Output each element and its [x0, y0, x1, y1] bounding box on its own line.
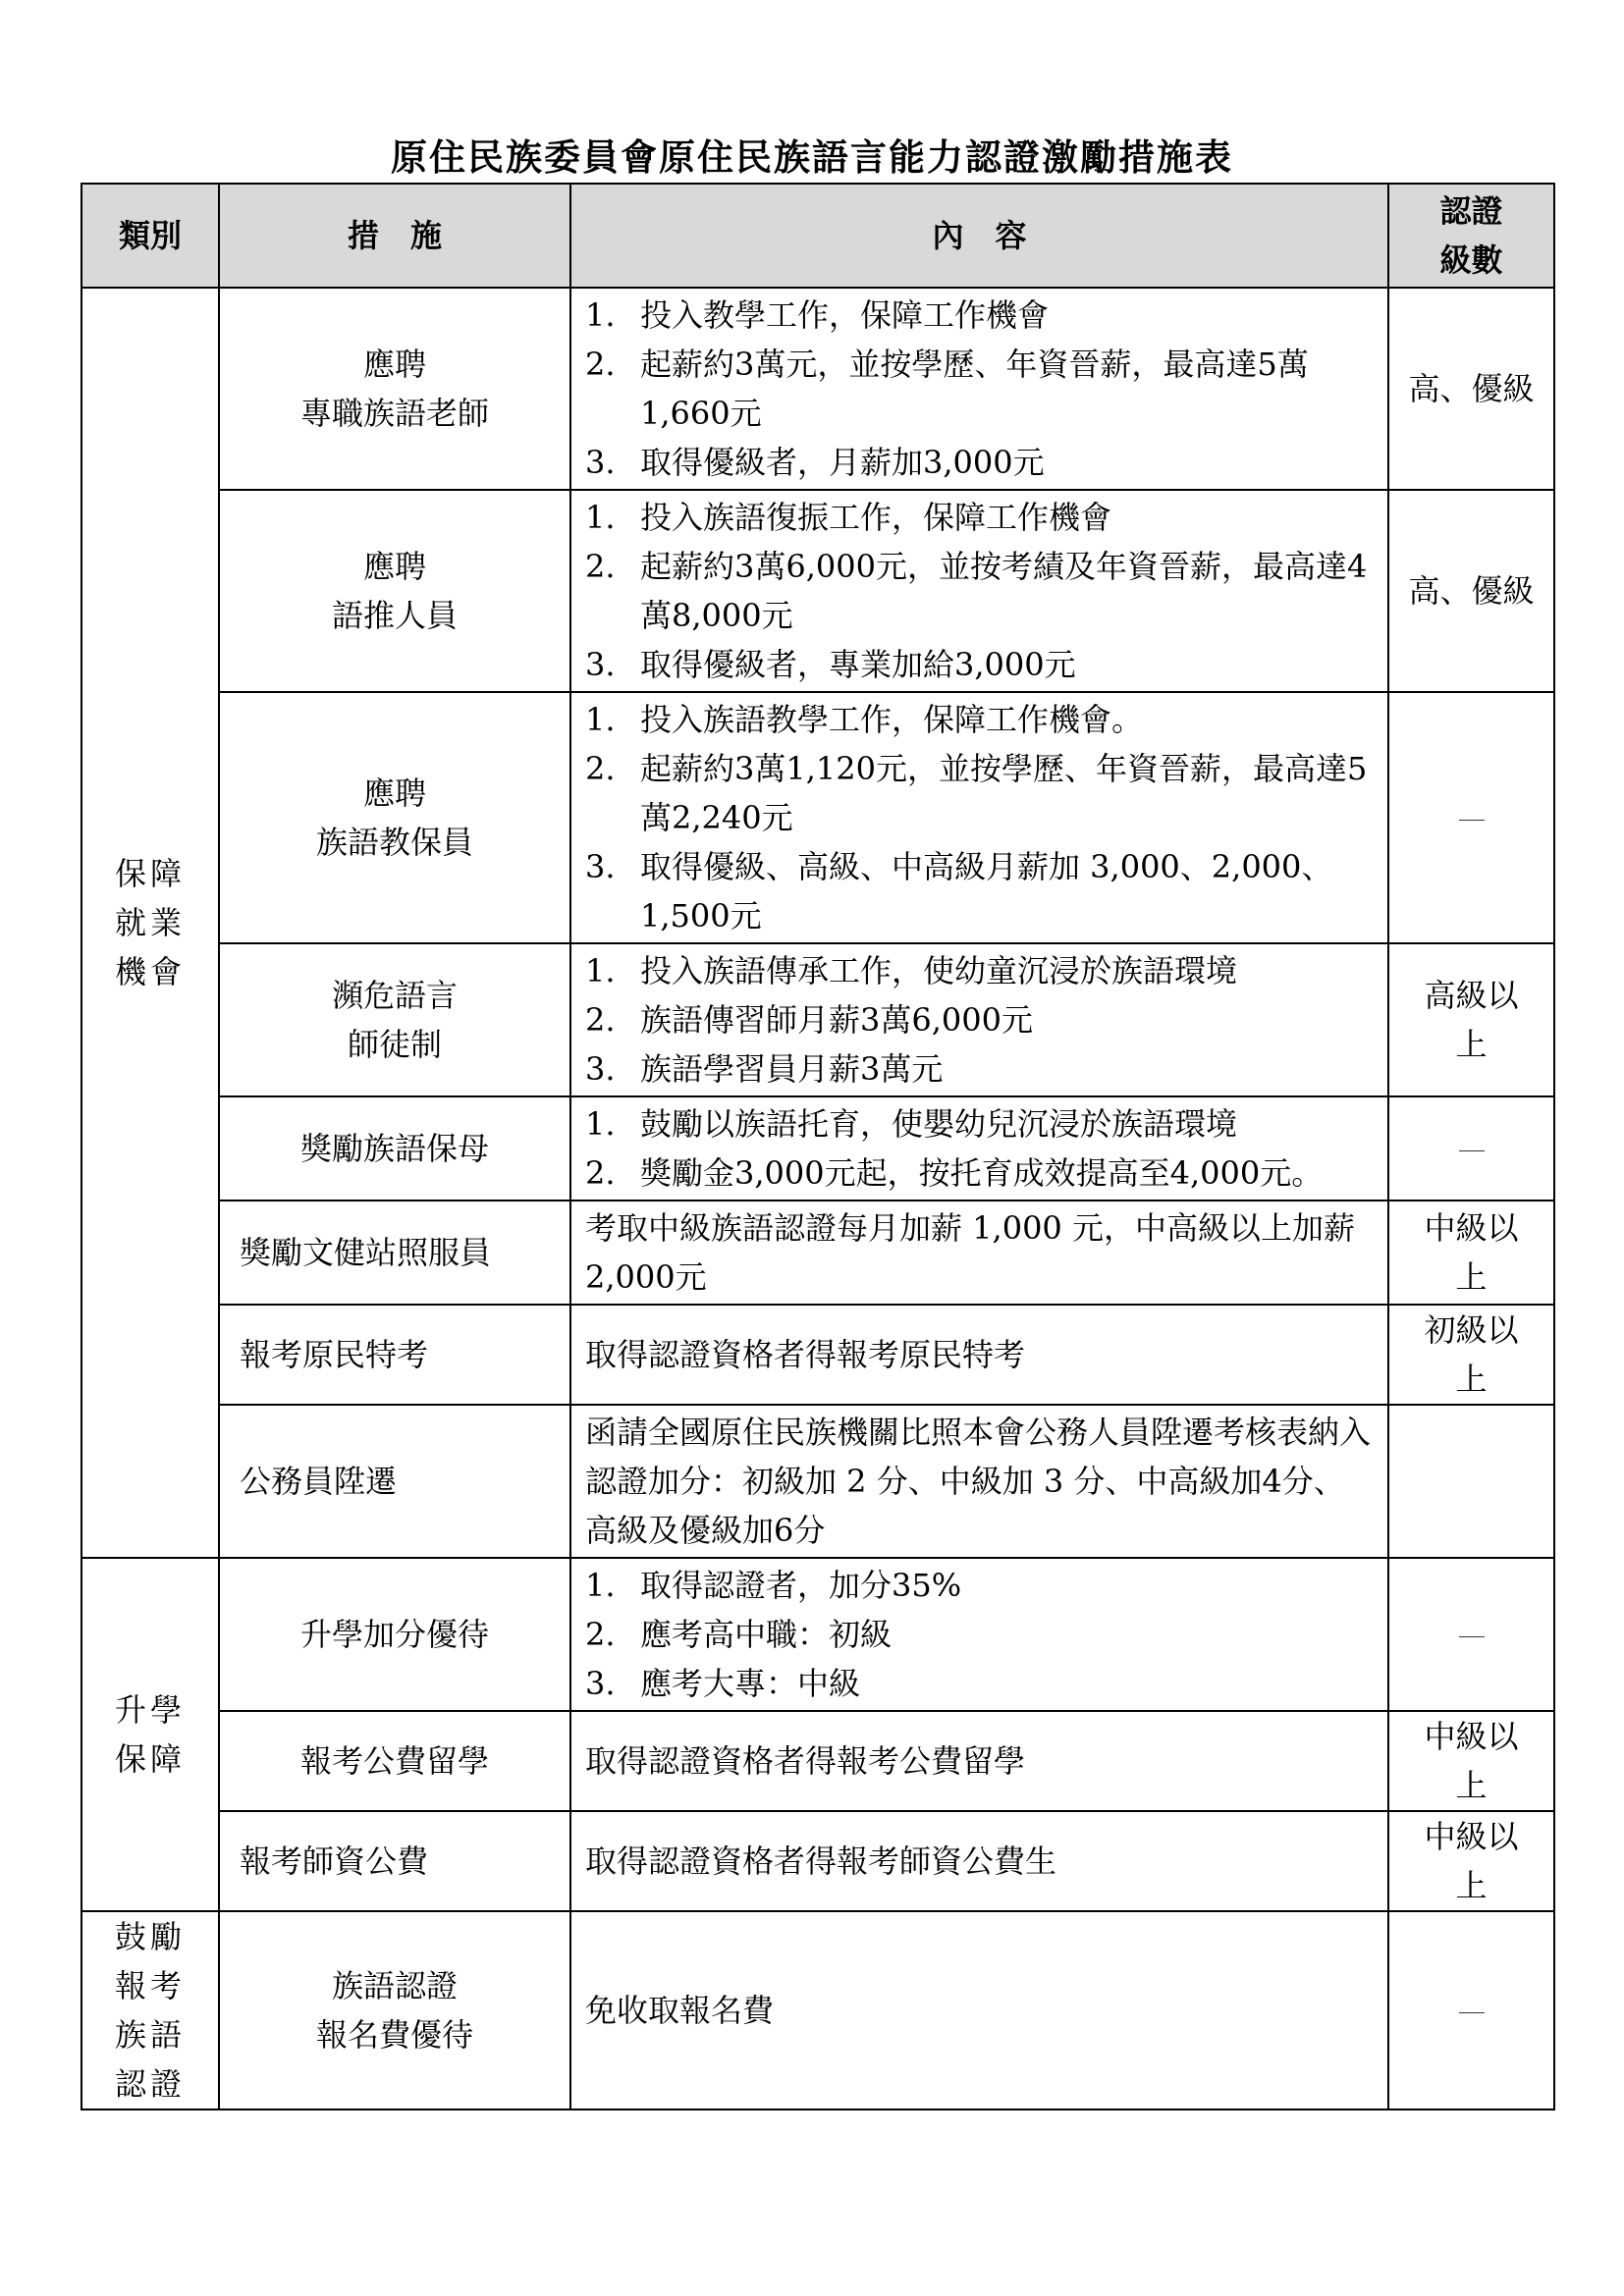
level-cell [1388, 1201, 1554, 1305]
item-number: 3. [585, 646, 616, 683]
measure-label: 專職族語老師 [299, 395, 489, 432]
category-label: 保障 [114, 1740, 186, 1778]
item-text: 取得優級者，月薪加3,000元 [640, 444, 1045, 481]
content-text: 函請全國原住民族機關比照本會公務人員陞遷考核表納入認證加分：初級加 2 分、中級加 3 分、中高級加4分、高級及優級加6分 [585, 1414, 1372, 1549]
measure-label: 獎勵族語保母 [299, 1130, 489, 1167]
header-content: 內 容 [570, 184, 1388, 288]
measure-cell [219, 1305, 570, 1405]
table-row [81, 1558, 1554, 1711]
item-number: 1. [585, 499, 616, 536]
measure-label: 語推人員 [331, 597, 458, 634]
item-text: 應考高中職：初級 [640, 1616, 893, 1653]
content-cell [570, 1201, 1388, 1305]
list-item [585, 946, 1374, 995]
table-row [81, 1096, 1554, 1201]
measure-label: 報名費優待 [315, 2016, 473, 2054]
list-item [585, 1044, 1374, 1094]
table-row [81, 1405, 1554, 1558]
item-number: 2. [585, 750, 616, 787]
list-item [585, 1148, 1374, 1198]
item-number: 2. [585, 548, 616, 585]
item-text: 鼓勵以族語托育，使嬰幼兒沉浸於族語環境 [640, 1105, 1238, 1143]
measure-label: 報考公費留學 [299, 1742, 489, 1780]
measure-label: 報考原民特考 [240, 1336, 429, 1373]
list-item [585, 542, 1374, 640]
item-number: 2. [585, 1154, 616, 1192]
item-text: 取得認證者，加分35% [640, 1567, 962, 1604]
level-cell [1388, 1405, 1554, 1558]
dash-mark [1459, 1150, 1485, 1151]
dash-mark [1459, 820, 1485, 821]
content-cell [570, 1405, 1388, 1558]
item-number: 1. [585, 1105, 616, 1143]
list-item [585, 842, 1374, 940]
item-text: 起薪約3萬6,000元，並按考績及年資晉薪，最高達4萬8,000元 [640, 548, 1368, 634]
content-list [585, 946, 1374, 1094]
content-cell [570, 1711, 1388, 1811]
content-cell [570, 1096, 1388, 1201]
measure-cell [219, 1558, 570, 1711]
item-text: 投入教學工作，保障工作機會 [640, 296, 1050, 334]
measure-cell [219, 692, 570, 943]
level-label: 初級以 [1424, 1311, 1519, 1349]
header-level-line: 認證 [1439, 192, 1503, 230]
table-row [81, 288, 1554, 490]
table-row [81, 1811, 1554, 1911]
measure-cell [219, 1096, 570, 1201]
level-cell [1388, 1811, 1554, 1911]
list-item [585, 1659, 1374, 1708]
measure-cell [219, 1911, 570, 2109]
level-label: 中級以 [1424, 1818, 1519, 1855]
level-cell [1388, 288, 1554, 490]
level-cell [1388, 1305, 1554, 1405]
table-row [81, 1201, 1554, 1305]
table-row [81, 1911, 1554, 2109]
measure-label: 獎勵文健站照服員 [240, 1234, 492, 1271]
category-cell [81, 1558, 219, 1911]
content-cell [570, 692, 1388, 943]
content-cell [570, 490, 1388, 692]
item-text: 族語傳習師月薪3萬6,000元 [640, 1001, 1033, 1039]
list-item [585, 1099, 1374, 1148]
list-item [585, 744, 1374, 842]
content-cell [570, 1305, 1388, 1405]
header-level [1388, 184, 1554, 288]
measure-label: 應聘 [362, 346, 426, 383]
measure-label: 師徒制 [347, 1026, 442, 1063]
measure-label: 應聘 [362, 548, 426, 585]
measure-label: 族語教保員 [315, 824, 473, 861]
content-list [585, 1561, 1374, 1708]
content-cell [570, 288, 1388, 490]
level-label: 中級以 [1424, 1209, 1519, 1247]
item-text: 投入族語傳承工作，使幼童沉浸於族語環境 [640, 952, 1238, 989]
content-cell [570, 1911, 1388, 2109]
measure-cell [219, 943, 570, 1096]
content-text: 取得認證資格者得報考師資公費生 [585, 1842, 1057, 1880]
level-cell [1388, 490, 1554, 692]
category-label: 族語 [114, 2016, 186, 2054]
list-item [585, 1561, 1374, 1610]
measure-label: 報考師資公費 [240, 1842, 429, 1880]
dash-mark [1459, 1636, 1485, 1637]
measure-cell [219, 1711, 570, 1811]
content-list [585, 291, 1374, 487]
item-number: 2. [585, 1001, 616, 1039]
measure-cell [219, 288, 570, 490]
measure-label: 升學加分優待 [299, 1616, 489, 1653]
list-item [585, 438, 1374, 487]
list-item [585, 695, 1374, 744]
level-cell [1388, 1911, 1554, 2109]
item-text: 投入族語復振工作，保障工作機會 [640, 499, 1112, 536]
table-row [81, 943, 1554, 1096]
content-text: 免收取報名費 [585, 1992, 775, 2029]
level-label: 高級以 [1424, 977, 1519, 1014]
header-level-line: 級數 [1439, 241, 1503, 279]
header-category: 類別 [81, 184, 219, 288]
measure-label: 瀕危語言 [331, 977, 458, 1014]
measure-cell [219, 1811, 570, 1911]
item-text: 起薪約3萬1,120元，並按學歷、年資晉薪，最高達5萬2,240元 [640, 750, 1368, 836]
header-measure: 措 施 [219, 184, 570, 288]
content-list [585, 1099, 1374, 1198]
level-label: 高、優級 [1408, 370, 1535, 407]
item-number: 3. [585, 1665, 616, 1702]
measure-cell [219, 1201, 570, 1305]
item-text: 應考大專：中級 [640, 1665, 861, 1702]
item-number: 1. [585, 296, 616, 334]
category-cell [81, 288, 219, 1558]
item-number: 3. [585, 1050, 616, 1088]
item-number: 1. [585, 952, 616, 989]
item-text: 投入族語教學工作，保障工作機會。 [640, 701, 1144, 738]
content-cell [570, 1558, 1388, 1711]
content-cell [570, 1811, 1388, 1911]
measure-cell [219, 490, 570, 692]
category-label: 認證 [114, 2065, 186, 2103]
table-row [81, 692, 1554, 943]
item-number: 2. [585, 346, 616, 383]
list-item [585, 291, 1374, 340]
content-text: 取得認證資格者得報考公費留學 [585, 1742, 1026, 1780]
measure-label: 應聘 [362, 774, 426, 812]
item-number: 1. [585, 1567, 616, 1604]
level-cell [1388, 1558, 1554, 1711]
item-number: 1. [585, 701, 616, 738]
dash-mark [1459, 2012, 1485, 2013]
category-label: 就業 [114, 904, 186, 941]
category-label: 升學 [114, 1691, 186, 1729]
table-row [81, 1711, 1554, 1811]
category-cell [81, 1911, 219, 2109]
level-label: 高、優級 [1408, 572, 1535, 610]
content-list [585, 695, 1374, 940]
measure-label: 族語認證 [331, 1967, 458, 2004]
item-number: 2. [585, 1616, 616, 1653]
measure-cell [219, 1405, 570, 1558]
level-label: 中級以 [1424, 1718, 1519, 1755]
item-text: 取得優級者，專業加給3,000元 [640, 646, 1076, 683]
level-label: 上 [1455, 1767, 1488, 1804]
category-label: 報考 [114, 1967, 186, 2004]
category-label: 鼓勵 [114, 1918, 186, 1955]
list-item [585, 640, 1374, 689]
level-cell [1388, 692, 1554, 943]
category-label: 機會 [114, 953, 186, 990]
level-cell [1388, 943, 1554, 1096]
content-list [585, 493, 1374, 689]
list-item [585, 340, 1374, 438]
level-label: 上 [1455, 1361, 1488, 1398]
item-text: 獎勵金3,000元起，按托育成效提高至4,000元。 [640, 1154, 1324, 1192]
level-label: 上 [1455, 1026, 1488, 1063]
item-text: 族語學習員月薪3萬元 [640, 1050, 944, 1088]
measures-table [81, 183, 1555, 2110]
table-row [81, 490, 1554, 692]
level-cell [1388, 1096, 1554, 1201]
measures-table-wrapper [81, 183, 1555, 2110]
list-item [585, 493, 1374, 542]
list-item [585, 995, 1374, 1044]
table-row [81, 1305, 1554, 1405]
level-label: 上 [1455, 1867, 1488, 1904]
table-body [81, 288, 1554, 2109]
item-number: 3. [585, 444, 616, 481]
level-label: 上 [1455, 1258, 1488, 1296]
content-text: 考取中級族語認證每月加薪 1,000 元，中高級以上加薪2,000元 [585, 1209, 1355, 1296]
item-text: 取得優級、高級、中高級月薪加 3,000、2,000、1,500元 [640, 848, 1333, 934]
category-label: 保障 [114, 855, 186, 892]
item-text: 起薪約3萬元，並按學歷、年資晉薪，最高達5萬1,660元 [640, 346, 1309, 432]
list-item [585, 1610, 1374, 1659]
header-row [81, 184, 1554, 288]
content-text: 取得認證資格者得報考原民特考 [585, 1336, 1026, 1373]
item-number: 3. [585, 848, 616, 885]
level-cell [1388, 1711, 1554, 1811]
document-title: 原住民族委員會原住民族語言能力認證激勵措施表 [391, 136, 1233, 179]
measure-label: 公務員陞遷 [240, 1463, 398, 1500]
content-cell [570, 943, 1388, 1096]
